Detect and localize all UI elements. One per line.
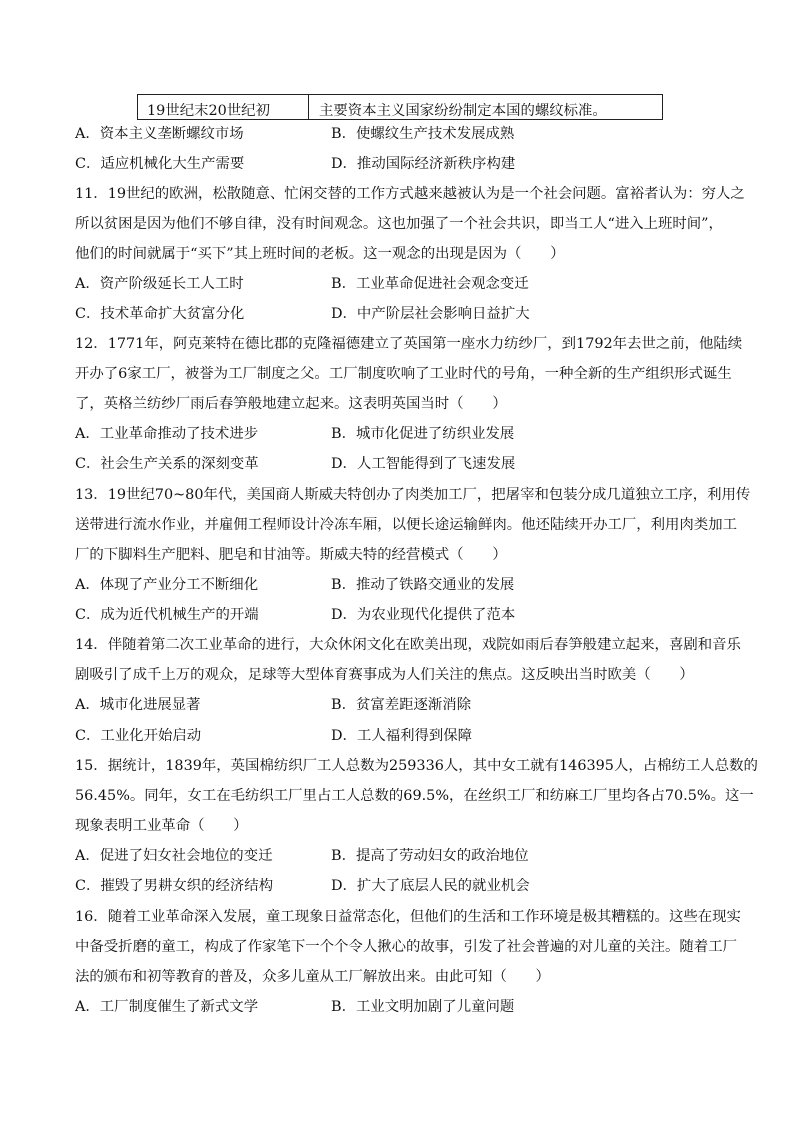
q12-option-c[interactable]: C．社会生产关系的深刻变革 xyxy=(75,456,259,472)
q12-stem-line: 开办了6家工厂，被誉为工厂制度之父。工厂制度吹响了工业时代的号角，一种全新的生产组织形式诞生 xyxy=(75,366,732,382)
q15-option-a[interactable]: A．促进了妇女社会地位的变迁 xyxy=(75,848,273,864)
q13-stem-line: 13．19世纪70~80年代，美国商人斯威夫特创办了肉类加工厂，把屠宰和包装分成几道独立工序，利用传 xyxy=(75,487,751,503)
q14-option-a[interactable]: A．城市化进展显著 xyxy=(75,697,201,713)
q13-option-d[interactable]: D．为农业现代化提供了范本 xyxy=(331,607,516,623)
q16-stem-line: 中备受折磨的童工，构成了作家笔下一个个令人揪心的故事，引发了社会普遍的对儿童的关注。随着工厂 xyxy=(75,939,737,955)
q16-option-b[interactable]: B．工业文明加剧了儿童问题 xyxy=(331,999,515,1015)
q11-option-c[interactable]: C．技术革命扩大贫富分化 xyxy=(75,306,245,322)
q11-option-d[interactable]: D．中产阶层社会影响日益扩大 xyxy=(331,306,530,322)
q12-option-d[interactable]: D．人工智能得到了飞速发展 xyxy=(331,456,516,472)
q13-option-c[interactable]: C．成为近代机械生产的开端 xyxy=(75,607,259,623)
q13-option-a[interactable]: A．体现了产业分工不断细化 xyxy=(75,577,259,593)
q13-stem-line: 厂的下脚料生产肥料、肥皂和甘油等。斯威夫特的经营模式（ ） xyxy=(75,547,507,563)
q14-option-d[interactable]: D．工人福利得到保障 xyxy=(331,728,473,744)
q14-option-b[interactable]: B．贫富差距逐渐消除 xyxy=(331,697,472,713)
q12-stem-line: 12．1771年，阿克莱特在德比郡的克隆福德建立了英国第一座水力纺纱厂，到1792年去世之前，他陆续 xyxy=(75,336,743,352)
q14-stem-line: 14．伴随着第二次工业革命的进行，大众休闲文化在欧美出现，戏院如雨后春笋般建立起来，喜剧和音乐 xyxy=(75,637,741,653)
q13-option-b[interactable]: B．推动了铁路交通业的发展 xyxy=(331,577,515,593)
table-cell-event: 主要资本主义国家纷纷制定本国的螺纹标准。 xyxy=(319,103,607,119)
q16-option-a[interactable]: A．工厂制度催生了新式文学 xyxy=(75,999,259,1015)
q12-option-a[interactable]: A．工业革命推动了技术进步 xyxy=(75,426,259,442)
q10-option-d[interactable]: D．推动国际经济新秩序构建 xyxy=(331,156,516,172)
q12-option-b[interactable]: B．城市化促进了纺织业发展 xyxy=(331,426,515,442)
q14-stem-line: 剧吸引了成千上万的观众，足球等大型体育赛事成为人们关注的焦点。这反映出当时欧美（ ） xyxy=(75,667,694,683)
q15-option-c[interactable]: C．摧毁了男耕女织的经济结构 xyxy=(75,878,274,894)
q11-option-b[interactable]: B．工业革命促进社会观念变迁 xyxy=(331,276,529,292)
q10-option-c[interactable]: C．适应机械化大生产需要 xyxy=(75,156,245,172)
data-table-row xyxy=(137,94,663,120)
q15-stem-line: 15．据统计，1839年，英国棉纺织厂工人总数为259336人，其中女工就有146395人，占棉纺工人总数的 xyxy=(75,758,758,774)
q12-stem-line: 了，英格兰纺纱厂雨后春笋般地建立起来。这表明英国当时（ ） xyxy=(75,396,507,412)
table-cell-period: 19世纪末20世纪初 xyxy=(138,95,309,119)
q14-option-c[interactable]: C．工业化开始启动 xyxy=(75,728,202,744)
q15-stem-line: 现象表明工业革命（ ） xyxy=(75,818,248,834)
q11-stem-line: 所以贫困是因为他们不够自律，没有时间观念。这也加强了一个社会共识，即当工人“进入上班时间”， xyxy=(75,216,723,232)
q13-stem-line: 送带进行流水作业，并雇佣工程师设计冷冻车厢，以便长途运输鲜肉。他还陆续开办工厂，利用肉类加工 xyxy=(75,517,737,533)
q11-stem-line: 他们的时间就属于“买下”其上班时间的老板。这一观念的出现是因为（ ） xyxy=(75,246,565,262)
q15-option-d[interactable]: D．扩大了底层人民的就业机会 xyxy=(331,878,530,894)
q15-stem-line: 56.45%。同年，女工在毛纺织工厂里占工人总数的69.5%，在丝织工厂和纺麻工厂里均各占70.5%。这一 xyxy=(75,788,754,804)
q10-option-b[interactable]: B．使螺纹生产技术发展成熟 xyxy=(331,126,515,142)
q11-option-a[interactable]: A．资产阶级延长工人工时 xyxy=(75,276,244,292)
q16-stem-line: 16．随着工业革命深入发展，童工现象日益常态化，但他们的生活和工作环境是极其糟糕的。这些在现实 xyxy=(75,909,741,925)
q10-option-a[interactable]: A．资本主义垄断螺纹市场 xyxy=(75,126,244,142)
q16-stem-line: 法的颁布和初等教育的普及，众多儿童从工厂解放出来。由此可知（ ） xyxy=(75,969,550,985)
q11-stem-line: 11．19世纪的欧洲，松散随意、忙闲交替的工作方式越来越被认为是一个社会问题。富裕者认为：穷人之 xyxy=(75,186,745,202)
q15-option-b[interactable]: B．提高了劳动妇女的政治地位 xyxy=(331,848,529,864)
